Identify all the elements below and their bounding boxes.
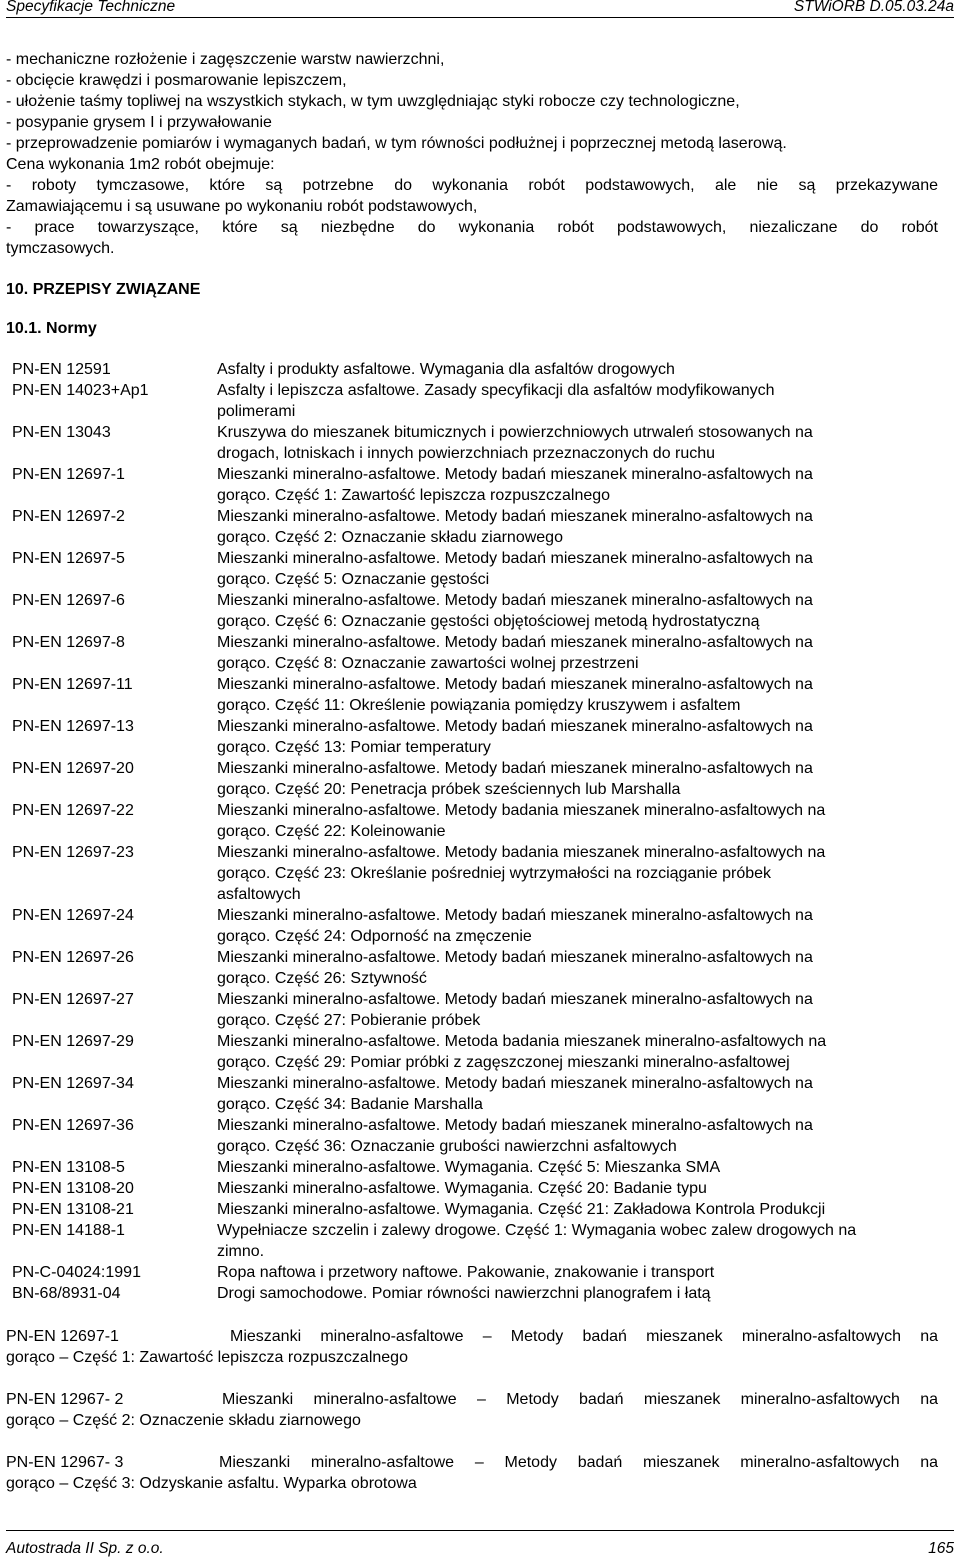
norm-desc-line: Mieszanki mineralno-asfaltowe. Metody badań mieszanek mineralno-asfaltowych na bbox=[217, 718, 813, 735]
norm-code: PN-EN 12697-11 bbox=[12, 676, 133, 693]
norm-code: PN-EN 12697-29 bbox=[12, 1033, 134, 1050]
norm-desc-line: Asfalty i produkty asfaltowe. Wymagania dla asfaltów drogowych bbox=[217, 361, 675, 378]
norm-desc-line: Mieszanki mineralno-asfaltowe. Metody badań mieszanek mineralno-asfaltowych na bbox=[217, 592, 813, 609]
norm-desc-line: gorąco. Część 13: Pomiar temperatury bbox=[217, 739, 491, 756]
bullet-line: - mechaniczne rozłożenie i zagęszczenie warstw nawierzchni, bbox=[6, 51, 445, 68]
header-doc-code: STWiORB D.05.03.24a bbox=[793, 0, 954, 15]
norm-code: PN-EN 12697-13 bbox=[12, 718, 134, 735]
norm-code: PN-EN 12697-8 bbox=[12, 634, 125, 651]
subsection-heading: 10.1. Normy bbox=[6, 320, 97, 337]
norm-desc-line: gorąco. Część 2: Oznaczanie składu ziarnowego bbox=[217, 529, 563, 546]
price-item-line: tymczasowych. bbox=[6, 240, 115, 257]
norm-desc-line: gorąco. Część 11: Określenie powiązania pomiędzy kruszywem i asfaltem bbox=[217, 697, 741, 714]
norm-desc-line: gorąco. Część 22: Koleinowanie bbox=[217, 823, 446, 840]
norm-desc-line: Mieszanki mineralno-asfaltowe. Metody badań mieszanek mineralno-asfaltowych na bbox=[217, 634, 813, 651]
norm-desc-line: gorąco. Część 6: Oznaczanie gęstości objętościowej metodą hydrostatyczną bbox=[217, 613, 760, 630]
norm-desc-line: Mieszanki mineralno-asfaltowe. Metody badań mieszanek mineralno-asfaltowych na bbox=[217, 1117, 813, 1134]
extra-norm-line: Mieszanki mineralno-asfaltowe – Metody badań mieszanek mineralno-asfaltowych na bbox=[230, 1328, 938, 1345]
extra-norm-line: gorąco – Część 1: Zawartość lepiszcza rozpuszczalnego bbox=[6, 1349, 408, 1366]
norm-desc-line: gorąco. Część 34: Badanie Marshalla bbox=[217, 1096, 483, 1113]
norm-code: PN-EN 12697-6 bbox=[12, 592, 125, 609]
norm-code: PN-EN 12591 bbox=[12, 361, 111, 378]
norm-desc-line: polimerami bbox=[217, 403, 296, 420]
norm-desc-line: Mieszanki mineralno-asfaltowe. Metody badań mieszanek mineralno-asfaltowych na bbox=[217, 466, 813, 483]
norm-code: PN-EN 13108-20 bbox=[12, 1180, 134, 1197]
norm-desc-line: Mieszanki mineralno-asfaltowe. Metody badań mieszanek mineralno-asfaltowych na bbox=[217, 676, 813, 693]
header-doc-type: Specyfikacje Techniczne bbox=[6, 0, 176, 15]
norm-desc-line: drogach, lotniskach i innych powierzchniach przeznaczonych do ruchu bbox=[217, 445, 716, 462]
norm-desc-line: Mieszanki mineralno-asfaltowe. Wymagania. Część 21: Zakładowa Kontrola Produkcji bbox=[217, 1201, 826, 1218]
norm-desc-line: gorąco. Część 20: Penetracja próbek sześciennych lub Marshalla bbox=[217, 781, 681, 798]
norm-code: PN-C-04024:1991 bbox=[12, 1264, 141, 1281]
price-intro: Cena wykonania 1m2 robót obejmuje: bbox=[6, 156, 275, 173]
norm-desc-line: Wypełniacze szczelin i zalewy drogowe. Część 1: Wymagania wobec zalew drogowych na bbox=[217, 1222, 857, 1239]
norm-code: PN-EN 12697-24 bbox=[12, 907, 134, 924]
section-heading: 10. PRZEPISY ZWIĄZANE bbox=[6, 281, 201, 298]
norm-desc-line: Mieszanki mineralno-asfaltowe. Metody badań mieszanek mineralno-asfaltowych na bbox=[217, 550, 813, 567]
norm-desc-line: gorąco. Część 24: Odporność na zmęczenie bbox=[217, 928, 532, 945]
price-item-line: - roboty tymczasowe, które są potrzebne do wykonania robót podstawowych, ale nie są przekazywane bbox=[6, 177, 938, 194]
bullet-line: - ułożenie taśmy topliwej na wszystkich stykach, w tym uwzględniając styki robocze czy technologiczne, bbox=[6, 93, 740, 110]
norm-code: PN-EN 13108-5 bbox=[12, 1159, 125, 1176]
norm-code: PN-EN 12697-5 bbox=[12, 550, 125, 567]
norm-desc-line: gorąco. Część 5: Oznaczanie gęstości bbox=[217, 571, 490, 588]
bullet-line: - przeprowadzenie pomiarów i wymaganych badań, w tym równości podłużnej i poprzecznej metodą laserową. bbox=[6, 135, 787, 152]
extra-norm-line: Mieszanki mineralno-asfaltowe – Metody badań mieszanek mineralno-asfaltowych na bbox=[222, 1391, 938, 1408]
extra-norm-line: gorąco – Część 3: Odzyskanie asfaltu. Wyparka obrotowa bbox=[6, 1475, 417, 1492]
norm-desc-line: Asfalty i lepiszcza asfaltowe. Zasady specyfikacji dla asfaltów modyfikowanych bbox=[217, 382, 775, 399]
norm-desc-line: Mieszanki mineralno-asfaltowe. Metody badań mieszanek mineralno-asfaltowych na bbox=[217, 508, 813, 525]
norm-code: PN-EN 13108-21 bbox=[12, 1201, 134, 1218]
norm-desc-line: gorąco. Część 29: Pomiar próbki z zagęszczonej mieszanki mineralno-asfaltowej bbox=[217, 1054, 790, 1071]
page-number: 165 bbox=[928, 1540, 954, 1557]
norm-code: PN-EN 14023+Ap1 bbox=[12, 382, 149, 399]
norm-code: PN-EN 12697-26 bbox=[12, 949, 134, 966]
norm-desc-line: gorąco. Część 8: Oznaczanie zawartości wolnej przestrzeni bbox=[217, 655, 639, 672]
norm-desc-line: Mieszanki mineralno-asfaltowe. Metody badania mieszanek mineralno-asfaltowych na bbox=[217, 802, 826, 819]
norm-code: PN-EN 13043 bbox=[12, 424, 111, 441]
extra-norm-line: Mieszanki mineralno-asfaltowe – Metody badań mieszanek mineralno-asfaltowych na bbox=[219, 1454, 938, 1471]
norm-desc-line: Mieszanki mineralno-asfaltowe. Metody badań mieszanek mineralno-asfaltowych na bbox=[217, 1075, 813, 1092]
norm-desc-line: asfaltowych bbox=[217, 886, 301, 903]
norm-desc-line: Kruszywa do mieszanek bitumicznych i powierzchniowych utrwaleń stosowanych na bbox=[217, 424, 813, 441]
norm-desc-line: Drogi samochodowe. Pomiar równości nawierzchni planografem i łatą bbox=[217, 1285, 711, 1302]
norm-code: PN-EN 14188-1 bbox=[12, 1222, 125, 1239]
price-item-line: - prace towarzyszące, które są niezbędne do wykonania robót podstawowych, niezaliczane do robót bbox=[6, 219, 938, 236]
norm-code: PN-EN 12697-20 bbox=[12, 760, 134, 777]
footer-rule bbox=[6, 1530, 954, 1531]
norm-desc-line: gorąco. Część 26: Sztywność bbox=[217, 970, 427, 987]
norm-desc-line: Mieszanki mineralno-asfaltowe. Metody badań mieszanek mineralno-asfaltowych na bbox=[217, 949, 813, 966]
page-header bbox=[6, 0, 954, 22]
footer-company: Autostrada II Sp. z o.o. bbox=[6, 1540, 164, 1557]
norm-desc-line: Mieszanki mineralno-asfaltowe. Metody badań mieszanek mineralno-asfaltowych na bbox=[217, 991, 813, 1008]
norm-code: PN-EN 12697-22 bbox=[12, 802, 134, 819]
norm-desc-line: gorąco. Część 27: Pobieranie próbek bbox=[217, 1012, 481, 1029]
norm-desc-line: gorąco. Część 23: Określanie pośredniej wytrzymałości na rozciąganie próbek bbox=[217, 865, 772, 882]
norm-desc-line: Mieszanki mineralno-asfaltowe. Metody badań mieszanek mineralno-asfaltowych na bbox=[217, 760, 813, 777]
norm-code: PN-EN 12697-34 bbox=[12, 1075, 134, 1092]
norm-desc-line: Ropa naftowa i przetwory naftowe. Pakowanie, znakowanie i transport bbox=[217, 1264, 715, 1281]
norm-code: BN-68/8931-04 bbox=[12, 1285, 121, 1302]
norm-desc-line: zimno. bbox=[217, 1243, 265, 1260]
extra-norm-code: PN-EN 12967- 3 bbox=[6, 1454, 124, 1471]
norm-desc-line: Mieszanki mineralno-asfaltowe. Metody badania mieszanek mineralno-asfaltowych na bbox=[217, 844, 826, 861]
norm-desc-line: Mieszanki mineralno-asfaltowe. Wymagania. Część 20: Badanie typu bbox=[217, 1180, 707, 1197]
bullet-line: - obcięcie krawędzi i posmarowanie lepiszczem, bbox=[6, 72, 347, 89]
norm-code: PN-EN 12697-23 bbox=[12, 844, 134, 861]
extra-norm-code: PN-EN 12697-1 bbox=[6, 1328, 119, 1345]
bullet-line: - posypanie grysem I i przywałowanie bbox=[6, 114, 272, 131]
norm-code: PN-EN 12697-2 bbox=[12, 508, 125, 525]
extra-norm-code: PN-EN 12967- 2 bbox=[6, 1391, 124, 1408]
norm-desc-line: gorąco. Część 1: Zawartość lepiszcza rozpuszczalnego bbox=[217, 487, 611, 504]
norm-desc-line: Mieszanki mineralno-asfaltowe. Wymagania. Część 5: Mieszanka SMA bbox=[217, 1159, 721, 1176]
header-rule bbox=[6, 17, 954, 18]
norm-code: PN-EN 12697-36 bbox=[12, 1117, 134, 1134]
price-item-line: Zamawiającemu i są usuwane po wykonaniu robót podstawowych, bbox=[6, 198, 478, 215]
norm-code: PN-EN 12697-27 bbox=[12, 991, 134, 1008]
norm-desc-line: gorąco. Część 36: Oznaczanie grubości nawierzchni asfaltowych bbox=[217, 1138, 677, 1155]
norm-desc-line: Mieszanki mineralno-asfaltowe. Metoda badania mieszanek mineralno-asfaltowych na bbox=[217, 1033, 827, 1050]
norm-code: PN-EN 12697-1 bbox=[12, 466, 125, 483]
extra-norm-line: gorąco – Część 2: Oznaczenie składu ziarnowego bbox=[6, 1412, 361, 1429]
norm-desc-line: Mieszanki mineralno-asfaltowe. Metody badań mieszanek mineralno-asfaltowych na bbox=[217, 907, 813, 924]
